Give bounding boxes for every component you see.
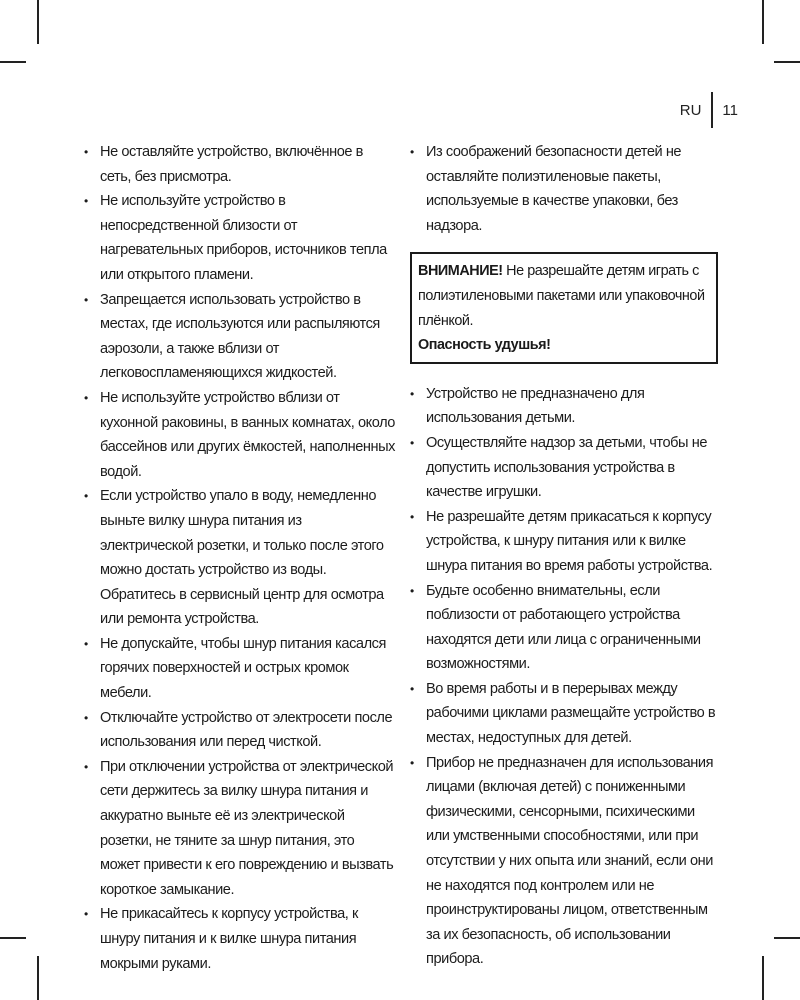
left-column [84, 140, 396, 976]
right-bullet-list-top [410, 140, 718, 238]
list-item: • Осуществляйте надзор за детьми, чтобы не допустить использования устройства в качестве игрушки. [410, 431, 718, 505]
list-item: • Не оставляйте устройство, включённое в сеть, без присмотра. [84, 140, 396, 189]
crop-mark-bottom-right [762, 956, 764, 1000]
warning-text: Не разрешайте детям играть с полиэтиленовыми пакетами или упаковочной плёнкой. [418, 263, 705, 329]
right-column [410, 140, 718, 972]
list-item: • Из соображений безопасности детей не оставляйте полиэтиленовые пакеты, используемые в качестве упаковки, без надзора. [410, 140, 718, 238]
warning-emphasis: Опасность удушья! [418, 337, 551, 354]
crop-mark-bottom-left-h [0, 937, 26, 939]
list-item: • Если устройство упало в воду, немедленно выньте вилку шнура питания из электрической розетки, и только после этого можно достать устройство из воды. Обратитесь в сервисный центр для осмотра или ремонта устройства. [84, 484, 396, 632]
list-item: • Не используйте устройство вблизи от кухонной раковины, в ванных комнатах, около бассейнов или других ёмкостей, наполненных водой. [84, 386, 396, 484]
list-item: • При отключении устройства от электрической сети держитесь за вилку шнура питания и аккуратно выньте её из электрической розетки, не тяните за шнур питания, это может привести к его повреждению и вызвать короткое замыкание. [84, 755, 396, 903]
list-item: • Прибор не предназначен для использования лицами (включая детей) с пониженными физическими, сенсорными, психическими или умственными способностями, или при отсутствии у них опыта или знаний, если они не находятся под контролем или не проинструктированы лицом, ответственным за их безопасность, об использовании прибора. [410, 751, 718, 972]
list-item: • Запрещается использовать устройство в местах, где используются или распыляются аэрозоли, а также вблизи от легковоспламеняющихся жидкостей. [84, 288, 396, 386]
language-code: RU [679, 101, 702, 119]
right-bullet-list-bottom [410, 382, 718, 972]
crop-mark-top-right-h [774, 61, 800, 63]
list-item: • Будьте особенно внимательны, если поблизости от работающего устройства находятся дети или лица с ограниченными возможностями. [410, 579, 718, 677]
warning-label: ВНИМАНИЕ! [418, 263, 503, 280]
warning-box [410, 252, 718, 363]
list-item: • Отключайте устройство от электросети после использования или перед чисткой. [84, 706, 396, 755]
crop-mark-bottom-right-h [774, 937, 800, 939]
page-header [680, 92, 738, 128]
list-item: • Устройство не предназначено для использования детьми. [410, 382, 718, 431]
list-item: • Во время работы и в перерывах между рабочими циклами размещайте устройство в местах, недоступных для детей. [410, 677, 718, 751]
list-item: • Не прикасайтесь к корпусу устройства, к шнуру питания и к вилке шнура питания мокрыми руками. [84, 902, 396, 976]
list-item: • Не разрешайте детям прикасаться к корпусу устройства, к шнуру питания или к вилке шнура питания во время работы устройства. [410, 505, 718, 579]
crop-mark-bottom-left [37, 956, 39, 1000]
page-number: 11 [722, 101, 738, 119]
crop-mark-top-left [37, 0, 39, 44]
list-item: • Не допускайте, чтобы шнур питания касался горячих поверхностей и острых кромок мебели. [84, 632, 396, 706]
crop-mark-top-left-h [0, 61, 26, 63]
list-item: • Не используйте устройство в непосредственной близости от нагревательных приборов, источников тепла или открытого пламени. [84, 189, 396, 287]
left-bullet-list [84, 140, 396, 976]
crop-mark-top-right [762, 0, 764, 44]
